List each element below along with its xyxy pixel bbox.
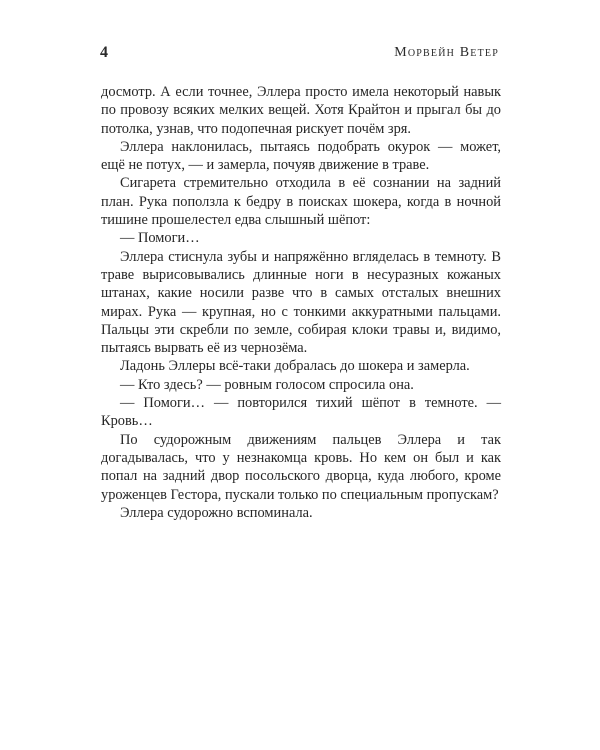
paragraph: Ладонь Эллеры всё-таки добралась до шокера и замерла. bbox=[120, 358, 470, 375]
paragraph: Эллера наклонилась, пытаясь подобрать окурок — может, ещё не потух, — и замерла, почуяв движение в траве. bbox=[101, 138, 501, 174]
body-text bbox=[101, 83, 501, 522]
paragraph: Эллера судорожно вспоминала. bbox=[120, 504, 313, 521]
paragraph: — Помоги… bbox=[120, 230, 200, 247]
paragraph: Сигарета стремительно отходила в её сознании на задний план. Рука поползла к бедру в поисках шокера, когда в ночной тишине прошелестел едва слышный шёпот: bbox=[101, 175, 501, 229]
page-number: 4 bbox=[100, 44, 108, 61]
paragraph: Эллера стиснула зубы и напряжённо вгляделась в темноту. В траве вырисовывались длинные ноги в несуразных кожаных штанах, какие носили разве что в самых отсталых внешних мирах. Рука — крупная, но с тонкими аккуратными пальцами. Пальцы эти скребли по земле, собирая клоки травы и, видимо, пытаясь вырвать её из чернозёма. bbox=[101, 248, 501, 357]
paragraph: По судорожным движениям пальцев Эллера и так догадывалась, что у незнакомца кровь. Но кем он был и как попал на задний двор посольского дворца, куда любого, кроме уроженцев Гестора, пускали только по специальным пропускам? bbox=[101, 431, 501, 503]
paragraph: — Помоги… — повторился тихий шёпот в темноте. — Кровь… bbox=[101, 395, 501, 430]
paragraph: досмотр. А если точнее, Эллера просто имела некоторый навык по провозу всяких мелких вещей. Хотя Крайтон и прыгал бы до потолка, узнав, что подопечная рискует почём зря. bbox=[101, 84, 501, 137]
running-title: Морвейн Ветер bbox=[394, 45, 499, 60]
paragraph: — Кто здесь? — ровным голосом спросила она. bbox=[120, 376, 414, 393]
